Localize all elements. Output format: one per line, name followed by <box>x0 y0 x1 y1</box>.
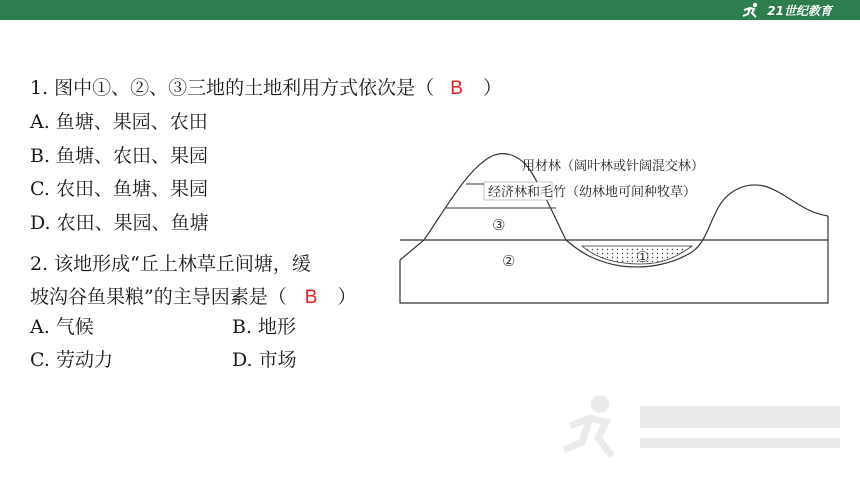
terrain-diagram <box>396 148 832 308</box>
q2-option-d: D. 市场 <box>232 349 297 371</box>
marker-1: ① <box>636 248 650 266</box>
q2-option-b: B. 地形 <box>232 316 297 338</box>
question-2-stem-line2: 坡沟谷鱼果粮”的主导因素是（ B ） <box>30 286 357 308</box>
q1-option-c: C. 农田、鱼塘、果园 <box>30 178 208 200</box>
question-1-stem: 1. 图中①、②、③三地的土地利用方式依次是（ B ） <box>30 77 502 99</box>
label-timber-forest: 用材林（阔叶林或针阔混交林） <box>522 159 705 174</box>
question-2-answer: B <box>304 287 318 308</box>
q1-option-a: A. 鱼塘、果园、农田 <box>30 111 208 133</box>
marker-2: ② <box>502 252 516 270</box>
logo-text: 21世纪教育 <box>767 3 832 18</box>
runner-logo-icon <box>741 2 763 18</box>
q1-option-d: D. 农田、果园、鱼塘 <box>30 212 209 234</box>
marker-3: ③ <box>492 216 506 234</box>
brand-logo <box>741 1 832 19</box>
q1-option-b: B. 鱼塘、农田、果园 <box>30 145 209 167</box>
q2-option-c: C. 劳动力 <box>30 349 113 371</box>
watermark-logo-icon <box>560 386 850 466</box>
label-economic-forest: 经济林和毛竹（幼林地可间种牧草） <box>488 185 697 200</box>
q2-option-a: A. 气候 <box>30 316 94 338</box>
question-2-stem-line1: 2. 该地形成“丘上林草丘间塘，缓 <box>30 253 311 275</box>
header-bar <box>0 0 860 20</box>
question-1-answer: B <box>450 78 463 99</box>
